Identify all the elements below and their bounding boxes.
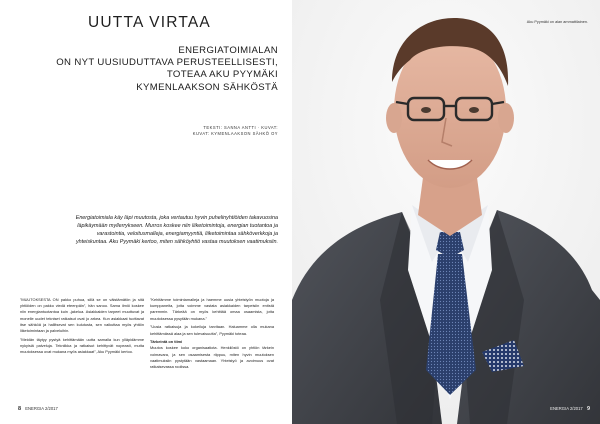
body-paragraph: "Meidän täytyy pystyä kehittämään uutta samalla kun ylläpidämme nykyisiä palveluja. Tekniikka ja ratkaisut kehittyvät nopeasti, mutta muutoksessa ovat mukana myös asiakkaat", Aku Pyymäki kertoo. bbox=[20, 336, 144, 355]
folio-left bbox=[18, 406, 58, 412]
byline-line: TEKSTI: SANNA ANTTI · KUVAT: bbox=[203, 125, 278, 130]
body-column-1 bbox=[20, 297, 144, 358]
headline bbox=[30, 45, 278, 94]
headline-line: KYMENLAAKSON SÄHKÖSTÄ bbox=[136, 81, 278, 93]
photo-caption: Aku Pyymäki on alan ammattilainen. bbox=[526, 20, 588, 24]
folio-right-text: ENERGIA 2/2017 bbox=[550, 406, 583, 411]
section-kicker: UUTTA VIRTAA bbox=[88, 14, 211, 31]
lead-line: läpikäymään myllerrykseen. Murros koskee niin liiketoimintoja, energian tuotantoa ja bbox=[77, 223, 278, 230]
lead-line: varastointia, veloitusmalleja, energiamyyntiä, liiketoimintaa sähköverkkoja ja bbox=[96, 231, 278, 238]
folio-left-text: ENERGIA 2/2017 bbox=[25, 406, 58, 411]
byline-line: KUVAT: KYMENLAAKSON SÄHKÖ OY bbox=[192, 131, 278, 137]
portrait-photo bbox=[292, 0, 600, 424]
body-paragraph: "Kehitämme toimintamalleja ja haemme uusia yhteistyön muotoja ja kumppaneita, jotta voimme vastata asiakkaiden tarpeisiin entistä paremmin. Tärkeää on myös kehittää omaa osaamista, jotta muutoksessa pysytään mukana." bbox=[150, 297, 274, 321]
body-column-2 bbox=[150, 297, 274, 373]
body-paragraph: Muutos koskee koko organisaatiota. Henkilöstö on yhtiön tärkein voimavara, ja sen osaamisesta riippuu, miten hyvin muutoksen vaatimuksiin pystytään vastaamaan. Yhteistyö ja avoimuus ovat ratkaisevassa roolissa. bbox=[150, 345, 274, 370]
right-page bbox=[292, 0, 600, 424]
body-subheading: Tärkeintä on tiimi bbox=[150, 339, 183, 345]
headline-line: TOTEAA AKU PYYMÄKI bbox=[166, 69, 278, 81]
body-paragraph: "MUUTOKSESTA ON pakko puhua, sillä se on väistämätön ja sitä yhtiöiden on pakko viedä eteenpäin", hän sanoo. Sama ilmiö koskee niin energiantuotantoa kuin -jakelua. Asiakkaiden tarpeet muuttuvat ja monelle uudet tekniset ratkaisut ovat jo arkea. Kun asiakkaat tuottavat itse sähköä ja hallitsevat sen kulutusta, sen vaikuttaa myös yhtiön liiketoimintaan ja palveluihin. bbox=[20, 297, 144, 334]
page-number-right: 9 bbox=[586, 406, 590, 412]
left-page bbox=[0, 0, 292, 424]
body-paragraph: "Uusia ratkaisuja ja kokeiluja tarvitaan. Haluamme olla mukana kehittämässä alaa ja sen tulevaisuutta", Pyymäki toteaa. bbox=[150, 324, 274, 336]
lead-line: yhteiskuntaa. Aku Pyymäki kertoo, miten sähköyhtiö vastaa muutoksen vaatimuksiin. bbox=[75, 239, 278, 246]
lead-paragraph bbox=[30, 214, 278, 246]
folio-right bbox=[550, 406, 590, 412]
page-number-left: 8 bbox=[18, 406, 22, 412]
byline bbox=[30, 125, 278, 138]
lead-line: Energiatoimiala käy läpi muutosta, joka vertautuu hyvin puhelinyhtiöiden takavuosina bbox=[75, 215, 278, 221]
headline-line: ON NYT UUSIUDUTTAVA PERUSTEELLISESTI, bbox=[56, 57, 278, 69]
headline-line: ENERGIATOIMIALAN bbox=[178, 45, 278, 56]
